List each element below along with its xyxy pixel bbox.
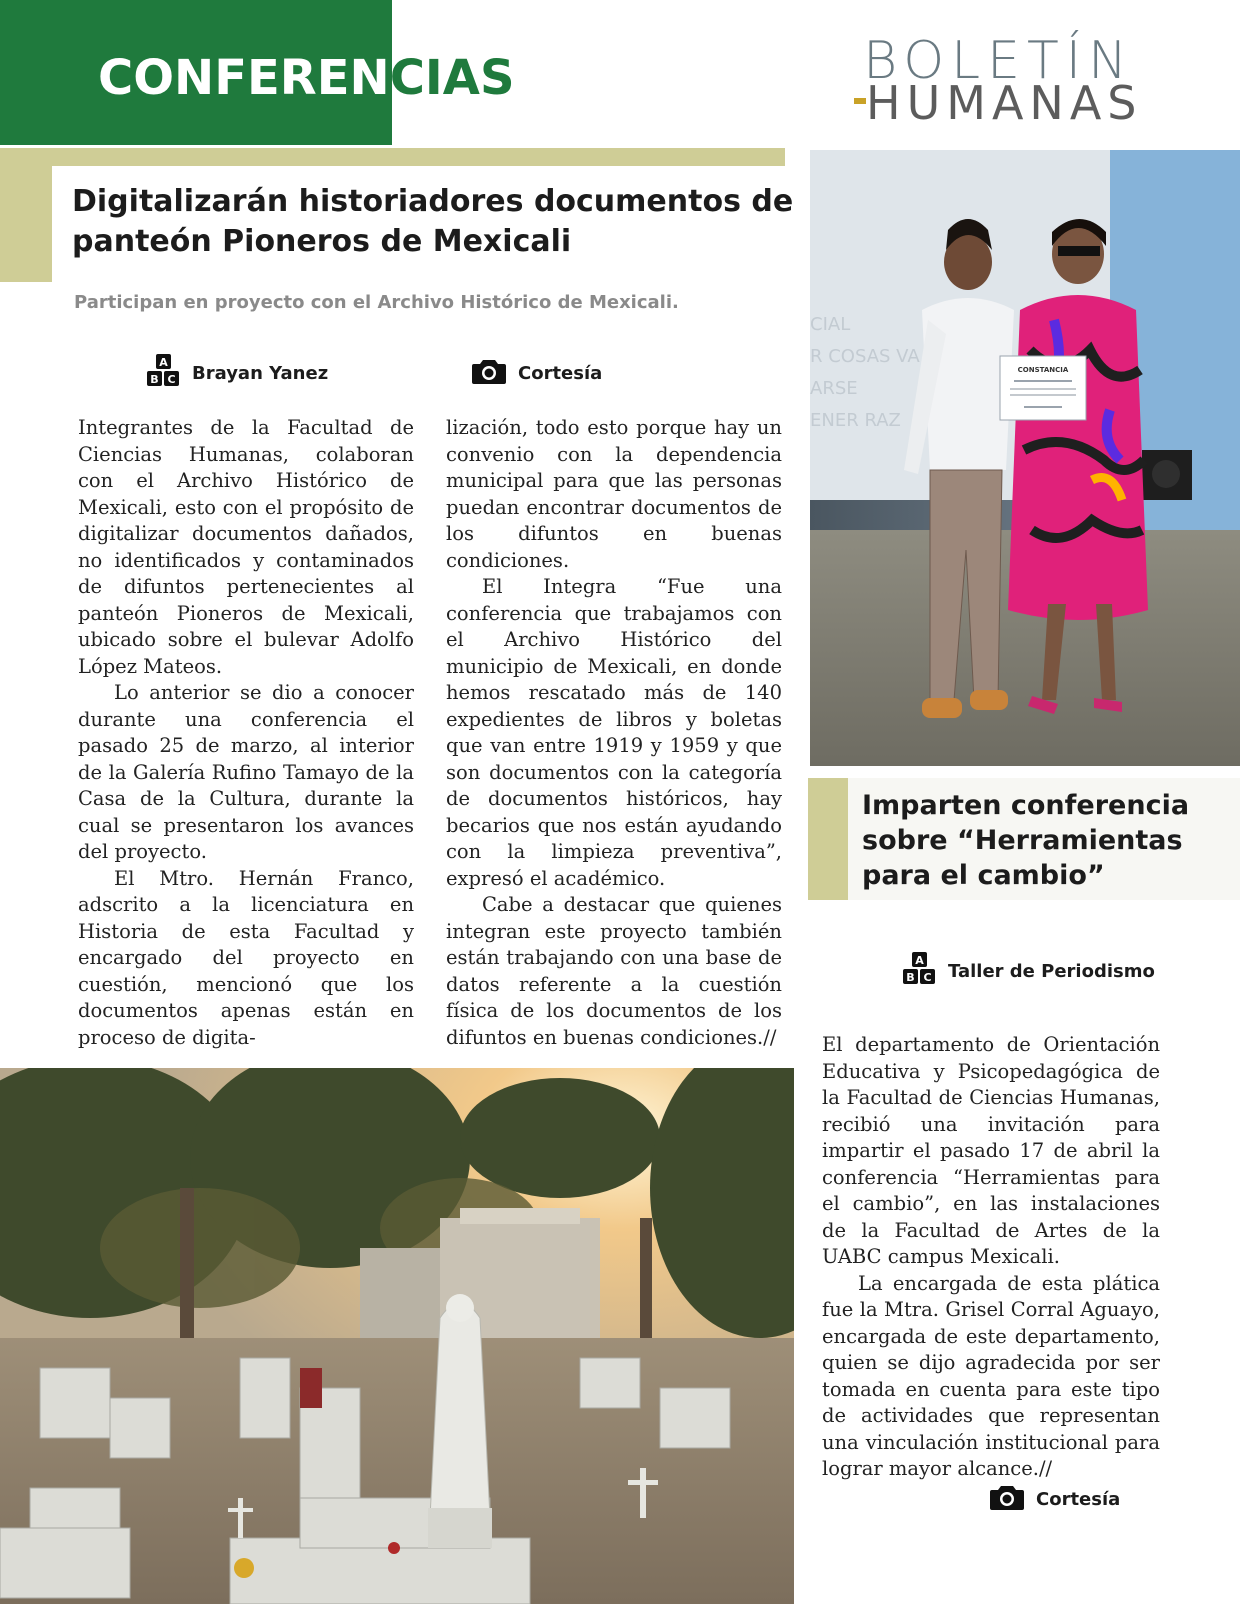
paragraph: El departamento de Orientación Educativa y Psicopedagógica de la Facultad de Ciencias Humanas, recibió una invitación para impartir el pasado 17 de abril la conferencia “Herramientas para el cambio”, en las instalaciones de la Facultad de Artes de la UABC campus Mexicali. bbox=[822, 1033, 1160, 1268]
paragraph: lización, todo esto porque hay un convenio con la dependencia municipal para que las personas puedan encontrar documentos de los difuntos en buenas condiciones. bbox=[446, 416, 782, 572]
logo-top-text: BOLETÍN bbox=[863, 31, 1134, 91]
headline-accent-block bbox=[0, 148, 52, 282]
camera-icon bbox=[990, 1484, 1024, 1515]
article-subhead: Participan en proyecto con el Archivo Histórico de Mexicali. bbox=[74, 292, 679, 313]
abc-blocks-icon bbox=[902, 952, 936, 991]
sidebar-accent-block bbox=[808, 778, 848, 900]
camera-icon bbox=[472, 358, 506, 389]
section-title-white: CONFEREN bbox=[98, 50, 390, 106]
svg-text:A: A bbox=[159, 356, 168, 369]
svg-text:B: B bbox=[906, 971, 915, 984]
article-column-1 bbox=[78, 415, 414, 1051]
photo-credit-label: Cortesía bbox=[1036, 1489, 1121, 1510]
slide-text: R COSAS VA bbox=[810, 346, 920, 367]
photo-credit-label: Cortesía bbox=[518, 363, 603, 384]
sidebar-headline: Imparten conferencia sobre “Herramientas para el cambio” bbox=[862, 790, 1190, 891]
paragraph: El Mtro. Hernán Franco, adscrito a la licenciatura en Historia de esta Facultad y encargado del proyecto en cuestión, mencionó que los documentos apenas están en proceso de digita- bbox=[78, 866, 414, 1049]
logo-bottom-text: HUMANAS bbox=[866, 76, 1143, 130]
slide-text: ARSE bbox=[810, 378, 858, 399]
cemetery-photo bbox=[0, 1068, 794, 1604]
photo-credit bbox=[990, 1484, 1120, 1515]
svg-text:A: A bbox=[915, 954, 924, 967]
paragraph: Integrantes de la Facultad de Ciencias Humanas, colaboran con el Archivo Histórico de Mexicali, esto con el propósito de digitalizar documentos dañados, no identificados y contaminados de difuntos pertenecientes al panteón Pioneros de Mexicali, ubicado sobre el bulevar Adolfo López Mateos. bbox=[78, 416, 414, 678]
article-column-2 bbox=[446, 415, 782, 1051]
sidebar-article-body bbox=[822, 1032, 1160, 1483]
svg-text:C: C bbox=[167, 373, 176, 386]
section-title bbox=[98, 42, 515, 114]
logo-mark bbox=[854, 98, 866, 104]
slide-text: ENER RAZ bbox=[810, 410, 901, 431]
svg-text:B: B bbox=[150, 373, 159, 386]
paragraph: La encargada de esta plática fue la Mtra. Grisel Corral Aguayo, encargada de este departamento, quien se dijo agradecida por ser tomada en cuenta para este tipo de actividades que representan una vinculación institucional para lograr mayor alcance.// bbox=[822, 1271, 1160, 1480]
author-credit bbox=[146, 354, 328, 393]
article-headline: Digitalizarán historiadores documentos de panteón Pioneros de Mexicali bbox=[72, 184, 794, 259]
headline-accent-strip bbox=[0, 148, 785, 166]
certificate-title: CONSTANCIA bbox=[1017, 366, 1069, 374]
slide-text: CIAL bbox=[810, 314, 851, 335]
paragraph: Lo anterior se dio a conocer durante una conferencia el pasado 25 de marzo, al interior de la Galería Rufino Tamayo de la Casa de la Cultura, durante la cual se presentaron los avances del proyecto. bbox=[78, 681, 414, 863]
boletin-humanas-logo bbox=[858, 31, 1188, 130]
abc-blocks-icon bbox=[146, 354, 180, 393]
paragraph: Cabe a destacar que quienes integran este proyecto también están trabajando con una base de datos referente a la cuestión física de los documentos de los difuntos en buenas condiciones.// bbox=[446, 893, 782, 1049]
section-title-green: CIAS bbox=[389, 50, 515, 106]
conference-photo bbox=[810, 150, 1240, 766]
author-name: Brayan Yanez bbox=[192, 363, 329, 384]
svg-text:C: C bbox=[923, 971, 932, 984]
photo-credit bbox=[472, 358, 602, 389]
author-name: Taller de Periodismo bbox=[948, 961, 1155, 982]
author-credit bbox=[902, 952, 1155, 991]
paragraph: El Integra “Fue una conferencia que trabajamos con el Archivo Histórico del municipio de Mexicali, en donde hemos rescatado más de 140 expedientes de libros y boletas que van entre 1919 y 1959 y que son documentos con la categoría de documentos históricos, hay becarios que nos están ayudando con la limpieza preventiva”, expresó el académico. bbox=[446, 575, 782, 890]
